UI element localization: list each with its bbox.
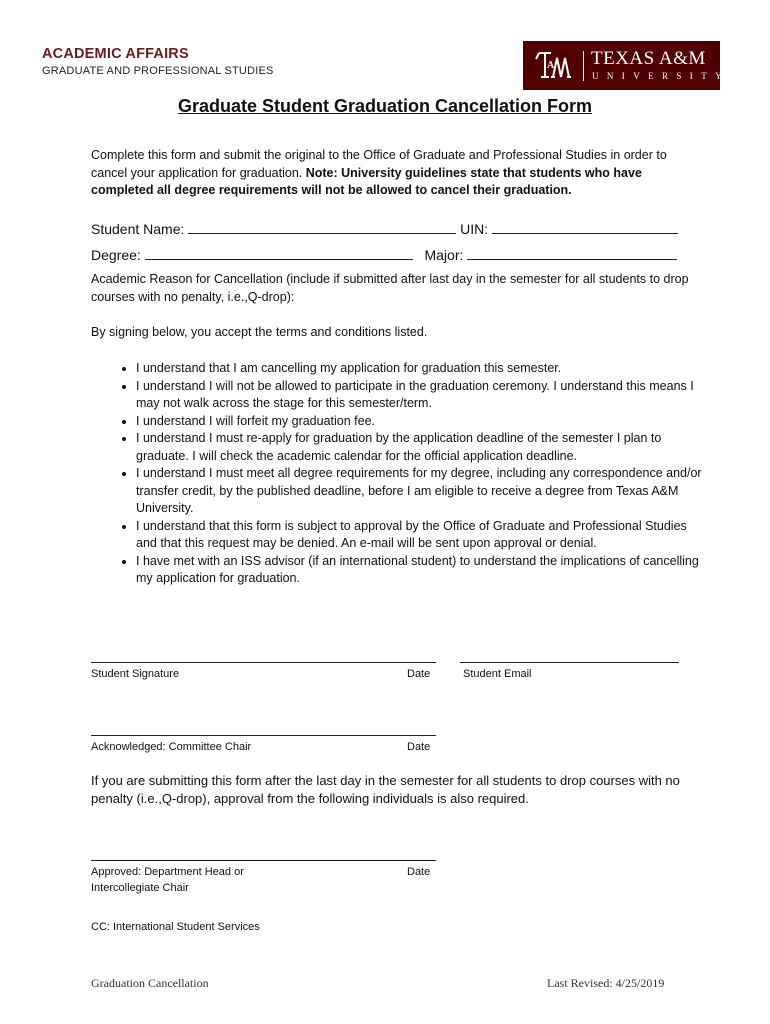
term-item: • I understand I will forfeit my graduation fee. [136,413,711,431]
tamu-logo [523,41,730,90]
student-name-field[interactable] [188,219,456,234]
atm-logo-icon [533,50,575,80]
student-name-row [91,219,678,237]
student-name-label: Student Name: [91,221,185,237]
committee-chair-label: Acknowledged: Committee Chair [91,741,252,753]
logo-divider [583,51,584,81]
department-title: ACADEMIC AFFAIRS [42,46,189,62]
footer-right: Last Revised: 4/25/2019 [547,976,665,990]
student-date-label: Date [407,668,431,680]
student-signature-label: Student Signature [91,668,180,680]
term-item: • I understand that I am cancelling my application for graduation this semester. [136,360,711,378]
logo-text: TEXAS A&M [591,48,706,69]
student-email-label: Student Email [463,668,532,680]
intro-note: Note: University guidelines state that students who have completed all degree requirements will not be allowed to cancel their graduation. [91,165,642,197]
intro-paragraph [91,147,691,200]
committee-date-label: Date [407,741,431,753]
dept-head-label-line2: Intercollegiate Chair [91,882,189,894]
intro-text: Complete this form and submit the original to the Office of Graduate and Professional Studies in order to cancel your application for graduation. [91,148,667,180]
dept-head-signature-line[interactable] [91,860,436,861]
signing-statement: By signing below, you accept the terms and conditions listed. [91,325,428,339]
major-field[interactable] [467,245,677,260]
dept-head-date-label: Date [407,866,431,878]
degree-label: Degree: [91,247,141,263]
term-item: • I understand I must re-apply for graduation by the application deadline of the semester I plan to graduate. I will check the academic calendar for the official application deadline. [136,430,711,465]
form-title: Graduate Student Graduation Cancellation Form [177,96,593,116]
late-submission-notice: If you are submitting this form after the last day in the semester for all students to drop courses with no penalty (i.e.,Q-drop), approval from the following individuals is also required. [91,773,680,806]
uin-label: UIN: [460,221,489,237]
logo-subtext: UNIVERSITY [592,71,730,81]
department-subtitle: GRADUATE AND PROFESSIONAL STUDIES [42,65,274,77]
cc-line: CC: International Student Services [91,921,260,933]
degree-field[interactable] [145,245,413,260]
committee-signature-line[interactable] [91,735,436,736]
uin-field[interactable] [492,219,678,234]
term-item: • I understand I will not be allowed to participate in the graduation ceremony. I understand this means I may not walk across the stage for this semester/term. [136,378,711,413]
dept-head-label-line1: Approved: Department Head or [91,866,244,878]
reason-label: Academic Reason for Cancellation (include if submitted after last day in the semester for all students to drop courses with no penalty, i.e.,Q-drop): [91,272,689,304]
term-item: • I have met with an ISS advisor (if an international student) to understand the implications of cancelling my application for graduation. [136,553,711,588]
student-email-line[interactable] [460,662,679,663]
term-item: • I understand that this form is subject to approval by the Office of Graduate and Professional Studies and that this request may be denied. An e-mail will be sent upon approval or denial. [136,518,711,553]
student-signature-line[interactable] [91,662,436,663]
degree-row [91,245,677,263]
terms-list [116,360,711,588]
major-label: Major: [424,247,464,263]
term-item: • I understand I must meet all degree requirements for my degree, including any correspondence and/or transfer credit, by the published deadline, before I am eligible to receive a degree from Texas A&M University. [136,465,711,518]
footer-left: Graduation Cancellation [91,976,209,990]
svg-text:A: A [547,60,555,71]
